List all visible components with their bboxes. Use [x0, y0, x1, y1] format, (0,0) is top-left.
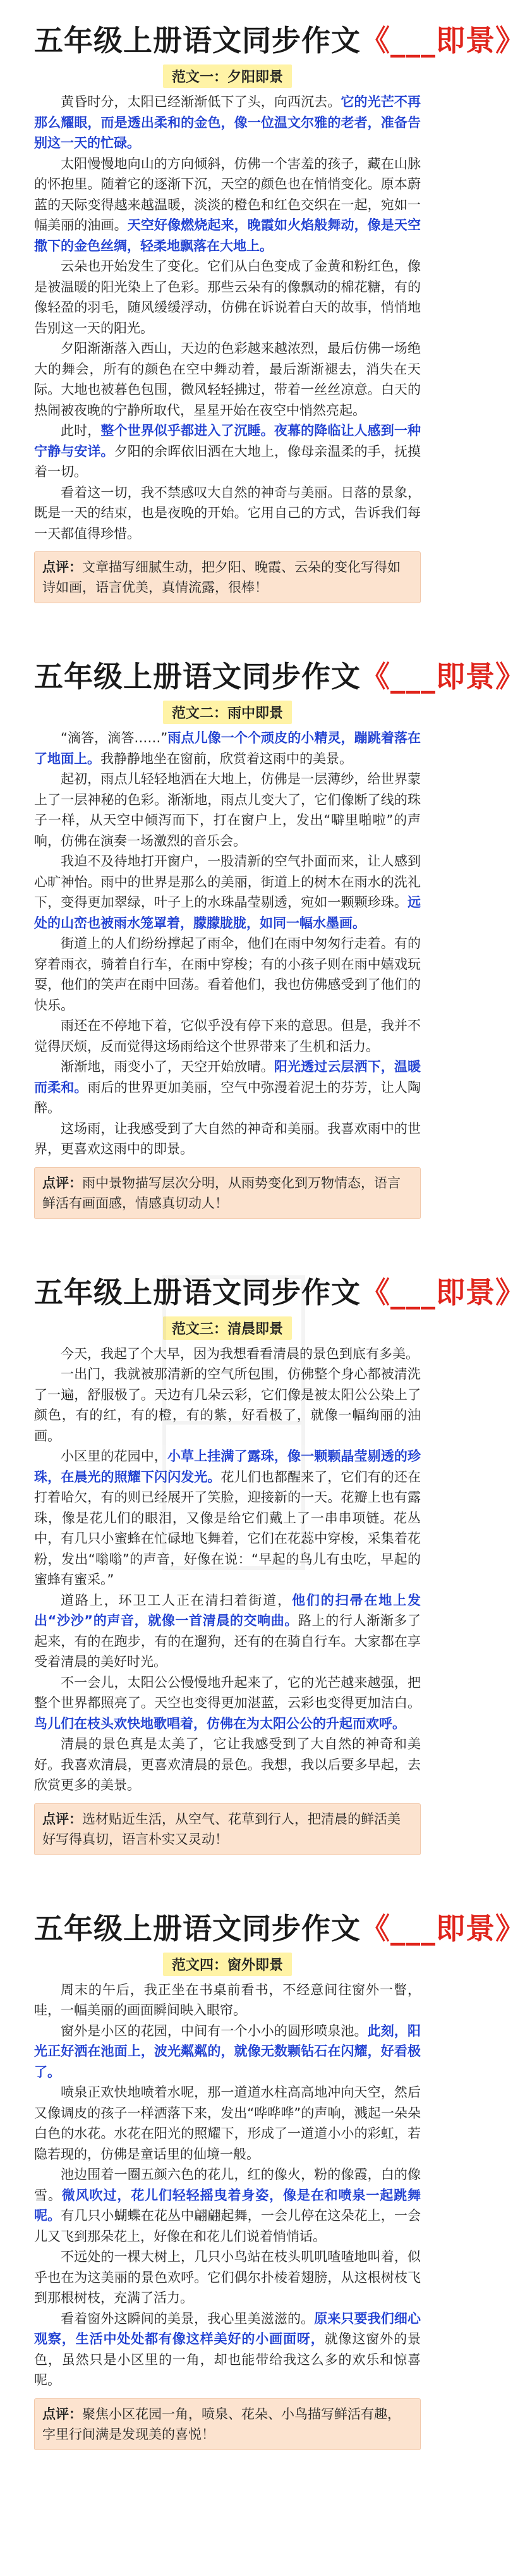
essay-section: [0, 1219, 525, 1855]
highlighted-sentence: 微风吹过，花儿们轻轻摇曳着身姿，像是在和喷泉一起跳舞呢。: [34, 2187, 421, 2223]
comment-box: [34, 1167, 421, 1219]
highlighted-sentence: 它的光芒不再那么耀眼，而是透出柔和的金色，像一位温文尔雅的老者，准备告别这一天的忙碌。: [34, 94, 421, 150]
paragraph-text: 清晨的景色真是太美了，它让我感受到了大自然的神奇和美好。我喜欢清晨，更喜欢清晨的景色。我想，我以后要多早起，去欣赏更多的美景。: [34, 1736, 421, 1793]
essay-paragraph: [34, 2021, 421, 2083]
paragraph-text: 这场雨，让我感受到了大自然的神奇和美丽。我喜欢雨中的世界，更喜欢这雨中的即景。: [34, 1120, 421, 1156]
paragraph-text: 此时，: [61, 423, 101, 438]
highlighted-sentence: 远处的山峦也被雨水笼罩着，朦朦胧胧，如同一幅水墨画。: [34, 895, 421, 931]
section-gap: [34, 0, 421, 18]
highlighted-sentence: 小草上挂满了露珠，像一颗颗晶莹剔透的珍珠，在晨光的照耀下闪闪发光。: [34, 1449, 421, 1485]
essay-paragraph: [34, 482, 421, 544]
comment-label: 点评：: [42, 2406, 82, 2422]
essay-subtitle: 范文一：夕阳即景: [163, 64, 292, 88]
paragraph-text: 太阳慢慢地向山的方向倾斜，仿佛一个害羞的孩子，藏在山脉的怀抱里。随着它的逐渐下沉，天空的颜色也在悄悄变化。原本蔚蓝的天际变得越来越温暖，淡淡的橙色和红色交织在一起，宛如一幅美丽的油画。: [34, 156, 421, 233]
essay-paragraph: [34, 851, 421, 933]
paragraph-text: 一出门，我就被那清新的空气所包围，仿佛整个身心都被清洗了一遍，舒服极了。天边有几朵云彩，它们像是被太阳公公染上了颜色，有的红，有的橙，有的紫，好看极了，就像一幅绚丽的油画。: [34, 1366, 421, 1444]
essay-paragraph: [34, 1119, 421, 1160]
paragraph-text: “滴答，滴答……”: [61, 730, 168, 745]
paragraph-text: 黄昏时分，太阳已经渐渐低下了头，向西沉去。: [61, 94, 341, 109]
section-title-main: 五年级上册语文同步作文: [34, 23, 361, 58]
essay-body: [34, 92, 421, 544]
essay-paragraph: [34, 338, 421, 420]
essay-paragraph: [34, 1446, 421, 1590]
paragraph-text: 道路上，环卫工人正在清扫着街道，: [61, 1592, 292, 1608]
essay-paragraph: [34, 1734, 421, 1796]
essay-paragraph: [34, 728, 421, 769]
paragraph-text: 我迫不及待地打开窗户，一股清新的空气扑面而来，让人感到心旷神怡。雨中的世界是那么的美丽，街道上的树木在雨水的洗礼下，变得更加翠绿，叶子上的水珠晶莹剔透，宛如一颗颗珍珠。: [34, 854, 421, 910]
highlighted-sentence: 此刻，阳光正好洒在池面上，波光粼粼的，就像无数颗钻石在闪耀，好看极了。: [34, 2023, 421, 2080]
essay-section: [0, 1855, 525, 2450]
section-title-main: 五年级上册语文同步作文: [34, 659, 361, 694]
highlighted-sentence: 原来只要我们细心观察，生活中处处都有像这样美好的小画面呀，: [34, 2310, 421, 2346]
section-title-blank: 《___即景》: [361, 23, 525, 58]
highlighted-sentence: 天空好像燃烧起来，晚霞如火焰般舞动，像是天空撒下的金色丝绸，轻柔地飘落在大地上。: [34, 218, 421, 254]
section-title-main: 五年级上册语文同步作文: [34, 1275, 361, 1309]
essay-paragraph: [34, 420, 421, 482]
paragraph-text: 夕阳渐渐落入西山，天边的色彩越来越浓烈，最后仿佛一场绝大的舞会，所有的颜色在空中舞动着，最后渐渐褪去，消失在天际。大地也被暮色包围，微风轻轻拂过，带着一丝丝凉意。白天的热闹被夜晚的宁静所取代，星星开始在夜空中悄然亮起。: [34, 341, 421, 418]
essay-paragraph: [34, 256, 421, 338]
essay-paragraph: [34, 1015, 421, 1057]
comment-text: 雨中景物描写层次分明，从雨势变化到万物情态，语言鲜活有画面感，情感真切动人！: [42, 1175, 401, 1211]
essay-section: [0, 0, 525, 603]
essay-subtitle: 范文三：清晨即景: [163, 1316, 292, 1340]
section-title-blank: 《___即景》: [361, 1275, 525, 1309]
paragraph-text: 看着这一切，我不禁感叹大自然的神奇与美丽。日落的景象，既是一天的结束，也是夜晚的开始。它用自己的方式，告诉我们每一天都值得珍惜。: [34, 484, 421, 541]
paragraph-text: 花儿们也都醒来了，它们有的还在打着哈欠，有的则已经展开了笑脸，迎接新的一天。花瓣上也有露珠，像是花儿们的眼泪，又像是给它们戴上了一串串项链。花丛中，有几只小蜜蜂在忙碌地飞舞着，它们在花蕊中穿梭，采集着花粉，发出“嗡嗡”的声音，好像在说：“早起的鸟儿有虫吃，早起的蜜蜂有蜜采。”: [34, 1469, 421, 1587]
paragraph-text: 雨还在不停地下着，它似乎没有停下来的意思。但是，我并不觉得厌烦，反而觉得这场雨给这个世界带来了生机和活力。: [34, 1018, 421, 1054]
comment-label: 点评：: [42, 560, 82, 575]
paragraph-text: 渐渐地，雨变小了，天空开始放晴。: [61, 1059, 274, 1074]
essay-paragraph: [34, 1057, 421, 1119]
section-title: [34, 18, 525, 59]
paragraph-text: 看着窗外这瞬间的美景，我心里美滋滋的。: [61, 2310, 315, 2326]
paragraph-text: 云朵也开始发生了变化。它们从白色变成了金黄和粉红色，像是被温暖的阳光染上了色彩。那些云朵有的像飘动的棉花糖，有的像轻盈的羽毛，随风缓缓浮动，仿佛在诉说着白天的故事，悄悄地告别这一天的阳光。: [34, 259, 421, 336]
paragraph-text: 不远处的一棵大树上，几只小鸟站在枝头叽叽喳喳地叫着，似乎也在为这美丽的景色欢呼。它们偶尔扑棱着翅膀，从这根树枝飞到那根树枝，充满了活力。: [34, 2249, 421, 2305]
paragraph-text: 雨后的世界更加美丽，空气中弥漫着泥土的芬芳，让人陶醉。: [34, 1079, 421, 1115]
essay-body: [34, 1344, 421, 1796]
highlighted-sentence: 鸟儿们在枝头欢快地歌唱着，仿佛在为太阳公公的升起而欢呼。: [34, 1715, 406, 1731]
paragraph-text: 小区里的花园中，: [61, 1449, 167, 1464]
essay-subtitle: 范文四：窗外即景: [163, 1953, 292, 1976]
section-title: [34, 1906, 525, 1947]
section-gap: [34, 603, 421, 654]
essay-paragraph: [34, 1590, 421, 1672]
paragraph-text: 路上的行人渐渐多了起来，有的在跑步，有的在遛狗，还有的在骑自行车。大家都在享受着清晨的美好时光。: [34, 1613, 421, 1669]
paragraph-text: 周末的午后，我正坐在书桌前看书，不经意间往窗外一瞥，哇，一幅美丽的画面瞬间映入眼帘。: [34, 1982, 421, 2018]
paragraph-text: 池边围着一圈五颜六色的花儿，红的像火，粉的像霞，白的像雪。: [34, 2167, 421, 2203]
essay-paragraph: [34, 1344, 421, 1365]
essay-section: [0, 603, 525, 1219]
highlighted-sentence: 雨点儿像一个个顽皮的小精灵，蹦跳着落在了地面上。: [34, 730, 421, 766]
comment-text: 选材贴近生活，从空气、花草到行人，把清晨的鲜活美好写得真切，语言朴实又灵动！: [42, 1811, 401, 1847]
essay-paragraph: [34, 2164, 421, 2247]
section-title-blank: 《___即景》: [361, 1911, 525, 1946]
essay-paragraph: [34, 92, 421, 154]
essay-body: [34, 728, 421, 1160]
paragraph-text: 就像这窗外的景色，虽然只是小区里的一角，却也能带给我这么多的欢乐和惊喜呢。: [34, 2331, 421, 2388]
section-gap: [34, 1855, 421, 1906]
section-title-main: 五年级上册语文同步作文: [34, 1911, 361, 1946]
essay-paragraph: [34, 1672, 421, 1734]
paragraph-text: 有几只小蝴蝶在花丛中翩翩起舞，一会儿停在这朵花上，一会儿又飞到那朵花上，好像在和花儿们说着悄悄话。: [34, 2208, 421, 2244]
essay-paragraph: [34, 2247, 421, 2309]
essay-paragraph: [34, 2082, 421, 2164]
paragraph-text: 不一会儿，太阳公公慢慢地升起来了，它的光芒越来越强，把整个世界都照亮了。天空也变得更加湛蓝，云彩也变得更加洁白。: [34, 1674, 421, 1710]
comment-box: [34, 551, 421, 603]
essay-subtitle: 范文二：雨中即景: [163, 701, 292, 724]
essay-paragraph: [34, 1980, 421, 2021]
section-title-blank: 《___即景》: [361, 659, 525, 694]
paragraph-text: 起初，雨点儿轻轻地洒在大地上，仿佛是一层薄纱，给世界蒙上了一层神秘的色彩。渐渐地，雨点儿变大了，它们像断了线的珠子一样，从天空中倾泻而下，打在窗户上，发出“噼里啪啦”的声响，仿佛在演奏一场激烈的音乐会。: [34, 771, 421, 849]
highlighted-sentence: 阳光透过云层洒下，温暖而柔和。: [34, 1059, 421, 1095]
comment-text: 聚焦小区花园一角，喷泉、花朵、小鸟描写鲜活有趣，字里行间满是发现美的喜悦！: [42, 2406, 401, 2442]
essay-body: [34, 1980, 421, 2391]
comment-box: [34, 1803, 421, 1855]
essay-paragraph: [34, 933, 421, 1015]
comment-label: 点评：: [42, 1175, 82, 1191]
highlighted-sentence: 整个世界似乎都进入了沉睡。夜幕的降临让人感到一种宁静与安详。: [34, 423, 421, 459]
paragraph-text: 我静静地坐在窗前，欣赏着这雨中的美景。: [100, 751, 353, 766]
paragraph-text: 窗外是小区的花园，中间有一个小小的圆形喷泉池。: [61, 2023, 368, 2039]
section-title: [34, 1270, 525, 1311]
essay-paragraph: [34, 2309, 421, 2391]
section-title: [34, 654, 525, 696]
section-gap: [34, 1219, 421, 1270]
paragraph-text: 街道上的人们纷纷撑起了雨伞，他们在雨中匆匆行走着。有的穿着雨衣，骑着自行车，在雨中穿梭；有的小孩子则在雨中嬉戏玩耍，他们的笑声在雨中回荡。看着他们，我也仿佛感受到了他们的快乐。: [34, 936, 421, 1013]
comment-text: 文章描写细腻生动，把夕阳、晚霞、云朵的变化写得如诗如画，语言优美，真情流露，很棒！: [42, 560, 401, 595]
essay-paragraph: [34, 769, 421, 851]
paragraph-text: 今天，我起了个大早，因为我想看看清晨的景色到底有多美。: [61, 1346, 419, 1361]
paragraph-text: 夕阳的余晖依旧洒在大地上，像母亲温柔的手，抚摸着一切。: [34, 443, 421, 479]
comment-box: [34, 2398, 421, 2450]
highlighted-sentence: 他们的扫帚在地上发出“沙沙”的声音，就像一首清晨的交响曲。: [34, 1592, 421, 1628]
essay-paragraph: [34, 154, 421, 257]
comment-label: 点评：: [42, 1811, 82, 1827]
essay-paragraph: [34, 1364, 421, 1446]
paragraph-text: 喷泉正欢快地喷着水呢，那一道道水柱高高地冲向天空，然后又像调皮的孩子一样洒落下来，发出“哗哗哗”的声响，溅起一朵朵白色的水花。水花在阳光的照耀下，形成了一道道小小的彩虹，若隐若现的，仿佛是童话里的仙境一般。: [34, 2085, 421, 2162]
